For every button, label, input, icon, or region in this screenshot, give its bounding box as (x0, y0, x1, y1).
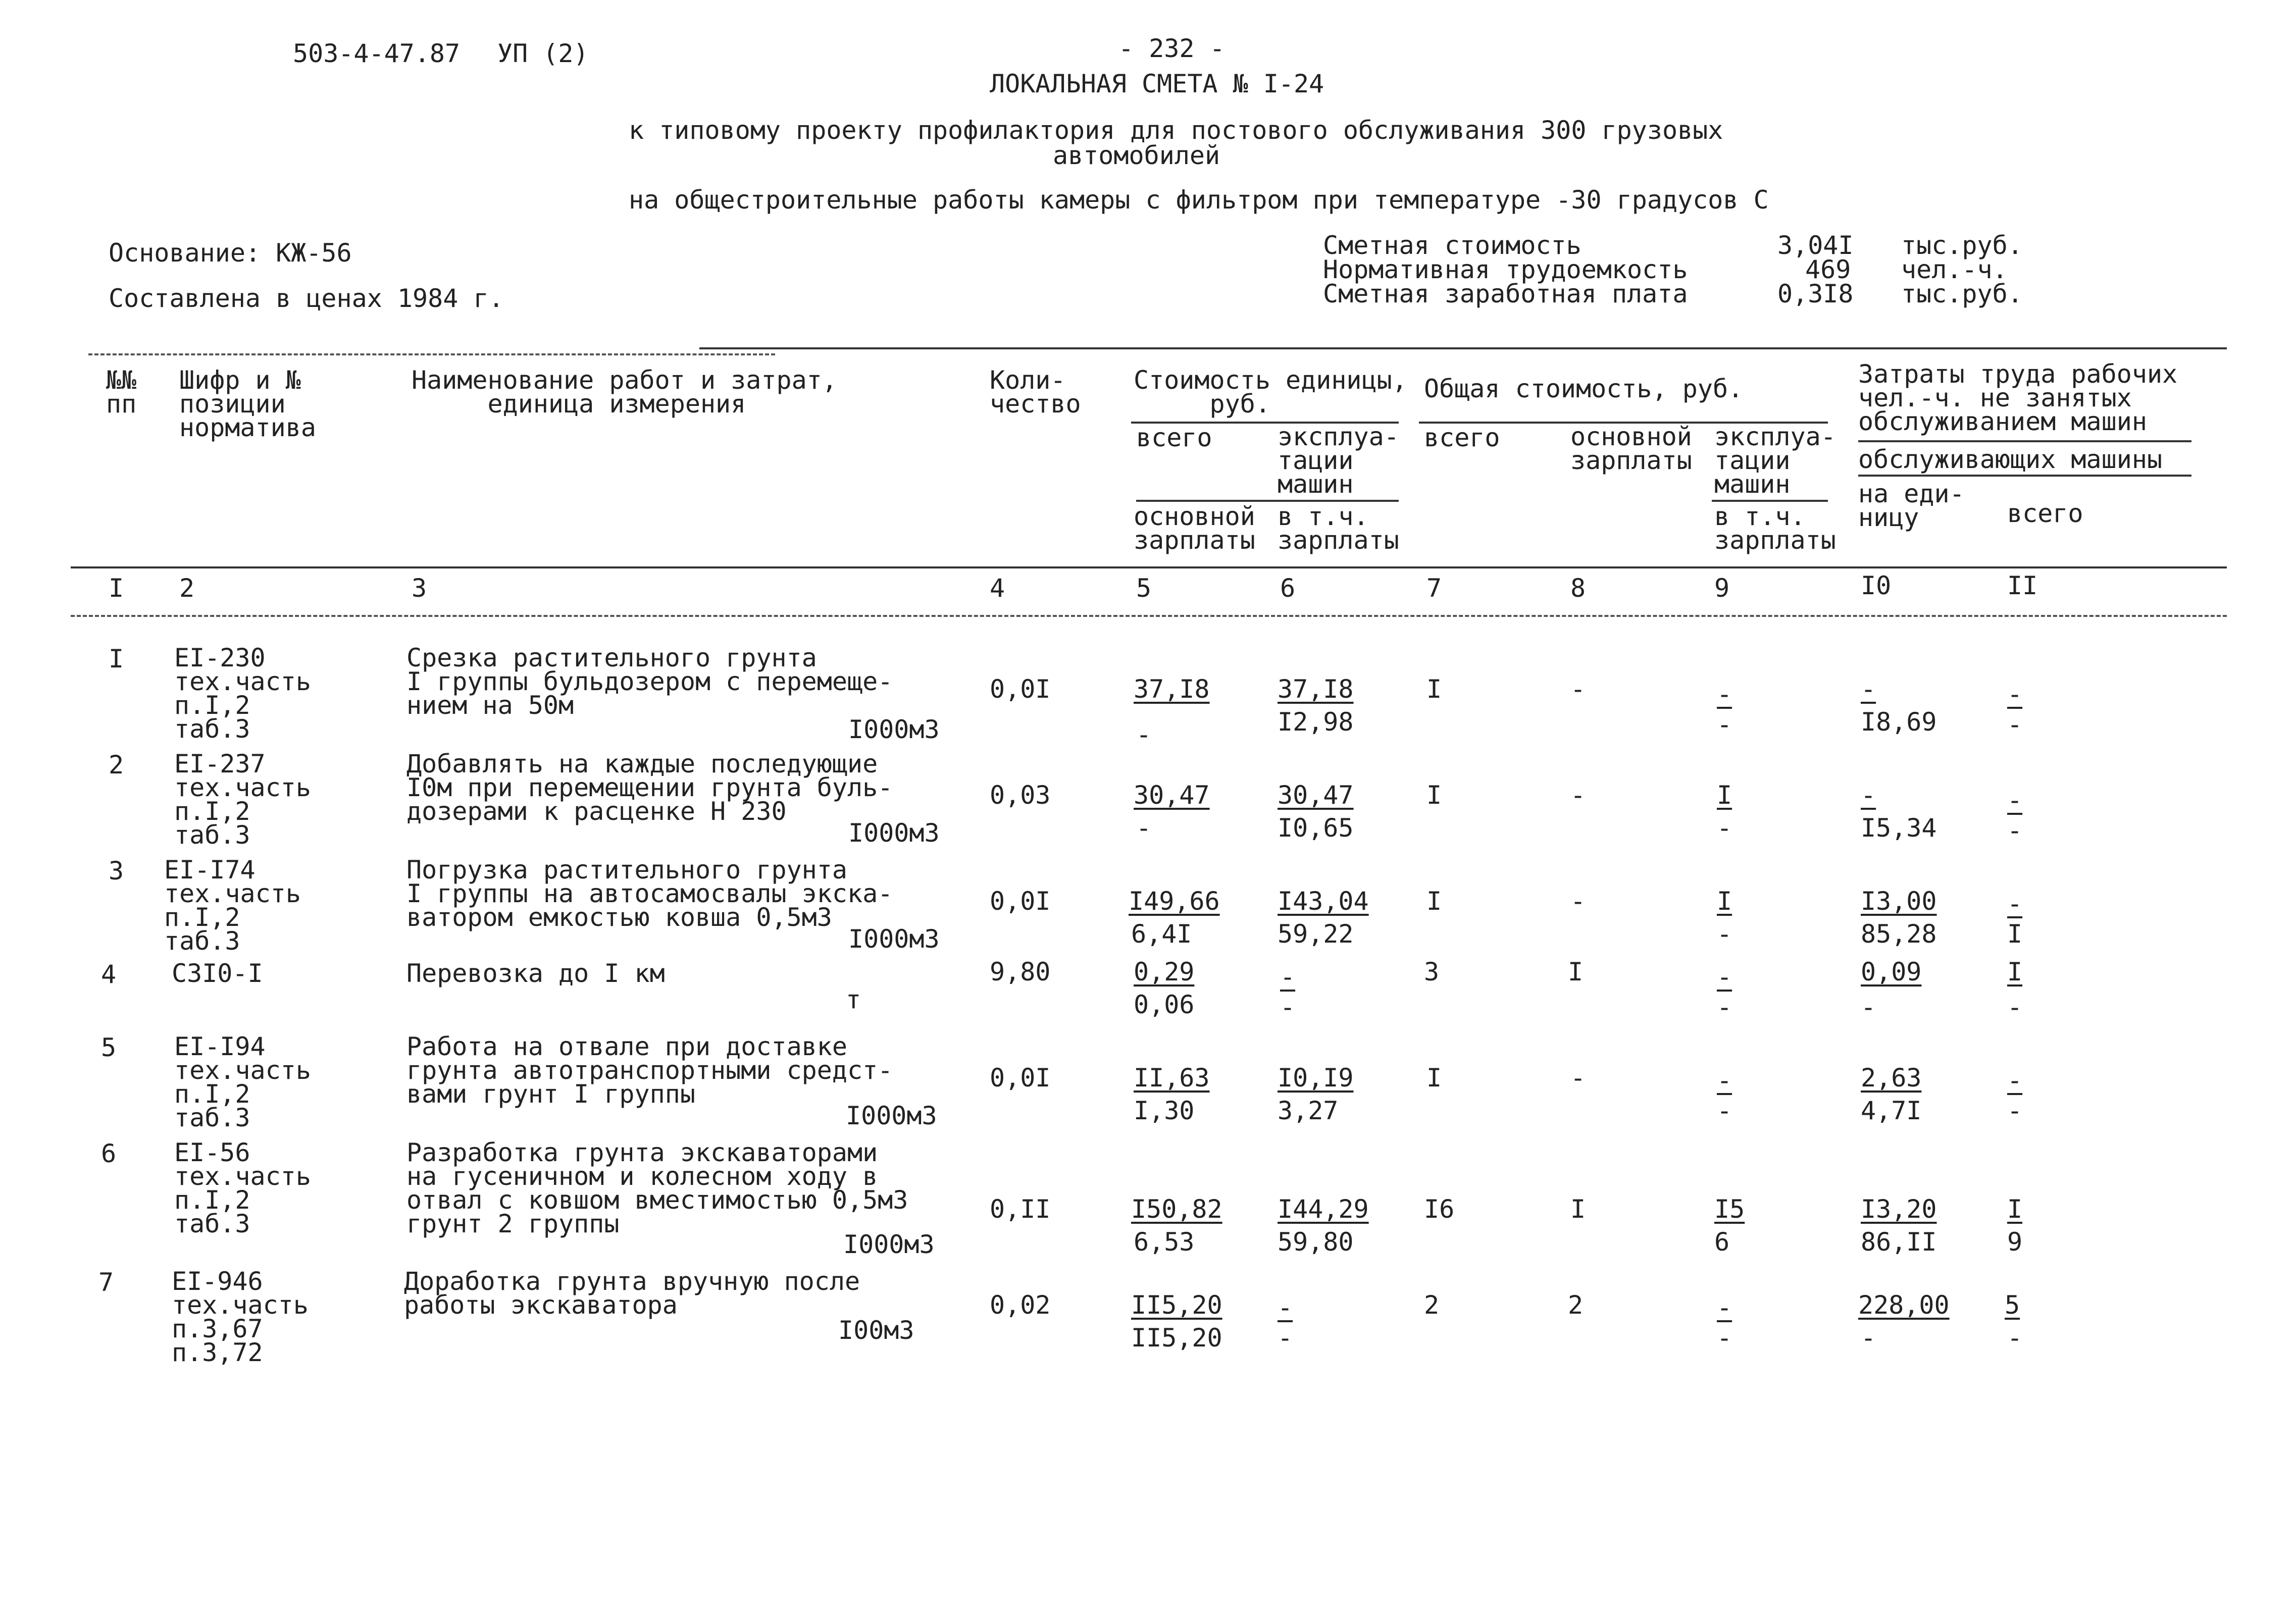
row-unit: I000м3 (848, 818, 940, 848)
row-name: Разработка грунта экскаваторами на гусеничном и колесном ходу в отвал с ковшом вместимостью 0,5м3 грунт 2 группы (406, 1138, 908, 1238)
row-c5-total: 0,29 (1134, 957, 1195, 986)
col-header-9-bottom: в т.ч. зарплаты (1714, 502, 1836, 555)
row-c6-wages: 59,80 (1278, 1227, 1354, 1257)
row-c7: I (1426, 781, 1442, 810)
row-c6-wages: I0,65 (1278, 813, 1354, 843)
row-c10-unit: I3,20 (1861, 1194, 1937, 1224)
summary-label-labor: Нормативная трудоемкость (1323, 255, 1688, 284)
col-number-11: II (2007, 571, 2038, 600)
col-header-6-top: эксплуа- тации машин (1278, 422, 1399, 499)
row-c8: - (1570, 887, 1586, 916)
row-name: Перевозка до I км (406, 959, 665, 988)
row-c10-machines: 86,II (1861, 1227, 1937, 1257)
row-c11-machines: - (2007, 816, 2023, 845)
col-number-3: 3 (412, 574, 427, 603)
row-c10-machines: 85,28 (1861, 919, 1937, 949)
row-c9-wages: - (1717, 1096, 1732, 1125)
summary-label-cost: Сметная стоимость (1323, 231, 1581, 260)
row-c8: 2 (1568, 1290, 1584, 1320)
row-c10-unit: I3,00 (1861, 887, 1937, 916)
row-c11-machines: - (2007, 993, 2023, 1022)
labor-rule-1 (1858, 440, 2191, 442)
row-c6-machines: I43,04 (1278, 887, 1369, 916)
row-c6-wages: - (1278, 1323, 1293, 1353)
col-number-7: 7 (1426, 574, 1442, 603)
row-name: Погрузка растительного грунта I группы на автосамосвалы экска- ватором емкостью ковша 0,5м3 (406, 855, 893, 932)
col-header-11: всего (2007, 499, 2083, 528)
row-c10-unit: 0,09 (1861, 957, 1922, 986)
row-unit: т (846, 985, 861, 1014)
col-header-7: всего (1424, 423, 1500, 452)
row-code: EI-230 тех.часть п.I,2 таб.3 (174, 643, 311, 744)
labor-rule-2 (1858, 475, 2191, 477)
row-c9-machines: - (1717, 962, 1732, 992)
row-c10-machines: 4,7I (1861, 1096, 1922, 1125)
row-c8: I (1570, 1194, 1586, 1224)
col-number-6: 6 (1280, 574, 1296, 603)
row-c10-unit: 228,00 (1858, 1290, 1950, 1320)
col-header-code: Шифр и № позиции норматива (179, 366, 316, 442)
row-quantity: 0,0I (990, 1063, 1051, 1093)
col-header-labor: Затраты труда рабочих чел.-ч. не занятых обслуживанием машин (1858, 359, 2178, 436)
row-c8: I (1568, 957, 1584, 986)
subtitle-line-3: на общестроительные работы камеры с фильтром при температуре -30 градусов С (629, 185, 1769, 215)
col-header-unit-cost: Стоимость единицы, руб. (1134, 366, 1407, 419)
row-c9-machines: I (1717, 887, 1732, 916)
row-c11-total: - (2007, 889, 2023, 918)
prices-year: Составлена в ценах 1984 г. (109, 284, 504, 313)
subtitle-line-2: автомобилей (1053, 141, 1220, 170)
document-title: ЛОКАЛЬНАЯ СМЕТА № I-24 (990, 69, 1324, 98)
row-c6-wages: I2,98 (1278, 707, 1354, 737)
col-header-5-bottom: основной зарплаты (1134, 502, 1255, 555)
table-top-rule-left (88, 353, 775, 355)
row-c6-machines: 37,I8 (1278, 674, 1354, 704)
row-code: EI-237 тех.часть п.I,2 таб.3 (174, 749, 311, 850)
row-c7: I (1426, 1063, 1442, 1093)
row-c6-wages: 59,22 (1278, 919, 1354, 949)
row-c9-machines: I (1717, 781, 1732, 810)
col-number-2: 2 (179, 574, 195, 603)
col-number-5: 5 (1136, 574, 1152, 603)
header-bottom-rule (71, 566, 2227, 568)
row-c5-total: II,63 (1134, 1063, 1210, 1093)
row-name: Работа на отвале при доставке грунта автотранспортными средст- вами грунт I группы (406, 1032, 893, 1109)
row-number: 6 (101, 1139, 117, 1168)
col-header-6-bottom: в т.ч. зарплаты (1278, 502, 1399, 555)
row-unit: I000м3 (843, 1230, 935, 1259)
row-c7: 3 (1424, 957, 1440, 986)
row-unit: I000м3 (848, 924, 940, 954)
summary-unit-cost: тыс.руб. (1901, 231, 2023, 260)
row-c7: 2 (1424, 1290, 1440, 1320)
row-c10-machines: I5,34 (1861, 813, 1937, 843)
row-c9-machines: - (1717, 680, 1732, 709)
col-number-9: 9 (1714, 574, 1730, 603)
row-c9-wages: - (1717, 813, 1732, 843)
row-c8: - (1570, 674, 1586, 704)
summary-value-labor: 469 (1805, 255, 1851, 284)
row-name: Добавлять на каждые последующие I0м при перемещении грунта буль- дозерами к расценке Н 230 (406, 749, 893, 826)
row-c9-machines: - (1717, 1066, 1732, 1095)
album-number: УП (2) (497, 39, 589, 68)
row-c10-machines: - (1861, 1323, 1876, 1353)
row-c10-unit: 2,63 (1861, 1063, 1922, 1093)
row-c6-machines: - (1278, 1293, 1293, 1322)
row-number: 7 (98, 1268, 114, 1297)
row-c6-machines: 30,47 (1278, 781, 1354, 810)
row-c11-machines: - (2007, 1323, 2023, 1353)
row-code: EI-56 тех.часть п.I,2 таб.3 (174, 1138, 311, 1238)
row-c9-wages: - (1717, 710, 1732, 739)
row-code: EI-I74 тех.часть п.I,2 таб.3 (164, 855, 301, 956)
page-number: - 232 - (1118, 34, 1225, 63)
row-c6-machines: I0,I9 (1278, 1063, 1354, 1093)
row-number: 4 (101, 960, 117, 989)
row-c10-machines: I8,69 (1861, 707, 1937, 737)
summary-label-wages: Сметная заработная плата (1323, 279, 1688, 308)
summary-value-wages: 0,3I8 (1777, 279, 1854, 308)
row-c10-unit: - (1861, 674, 1876, 704)
row-c5-wages: - (1136, 813, 1152, 843)
row-c11-machines: - (2007, 1096, 2023, 1125)
row-c11-machines: I (2007, 919, 2023, 949)
row-unit: I000м3 (848, 715, 940, 744)
row-number: 2 (109, 750, 124, 780)
row-c5-total: 30,47 (1134, 781, 1210, 810)
row-c8: - (1570, 1063, 1586, 1093)
table-top-rule-right (699, 347, 2227, 349)
col-header-5-top: всего (1136, 423, 1212, 452)
numbers-bottom-rule (71, 615, 2227, 617)
col-number-4: 4 (990, 574, 1005, 603)
row-c8: - (1570, 781, 1586, 810)
col-header-8: основной зарплаты (1570, 422, 1692, 475)
summary-value-cost: 3,04I (1777, 231, 1854, 260)
row-unit: I00м3 (838, 1316, 914, 1345)
row-number: 5 (101, 1033, 117, 1062)
row-c7: I6 (1424, 1194, 1455, 1224)
summary-unit-wages: тыс.руб. (1901, 279, 2023, 308)
row-quantity: 0,02 (990, 1290, 1051, 1320)
row-c5-wages: I,30 (1134, 1096, 1195, 1125)
row-quantity: 0,0I (990, 674, 1051, 704)
col-number-8: 8 (1570, 574, 1586, 603)
col-number-1: I (109, 574, 124, 603)
subtitle-line-1: к типовому проекту профилактория для постового обслуживания 300 грузовых (629, 116, 1723, 145)
row-c5-total: I49,66 (1129, 887, 1220, 916)
row-c5-wages: 6,53 (1134, 1227, 1195, 1257)
row-c11-total: - (2007, 1066, 2023, 1095)
row-number: I (109, 644, 124, 673)
row-c7: I (1426, 887, 1442, 916)
row-c9-wages: - (1717, 1323, 1732, 1353)
basis: Основание: КЖ-56 (109, 238, 352, 268)
row-name: Доработка грунта вручную после работы экскаватора (404, 1267, 860, 1320)
row-c7: I (1426, 674, 1442, 704)
row-c5-wages: II5,20 (1131, 1323, 1222, 1353)
row-c11-total: I (2007, 1194, 2023, 1224)
row-c11-machines: 9 (2007, 1227, 2023, 1257)
row-c5-total: 37,I8 (1134, 674, 1210, 704)
row-unit: I000м3 (846, 1101, 937, 1130)
row-c6-wages: 3,27 (1278, 1096, 1339, 1125)
col-header-9-top: эксплуа- тации машин (1714, 422, 1836, 499)
row-c11-total: - (2007, 786, 2023, 815)
col-header-total-cost: Общая стоимость, руб. (1424, 374, 1744, 403)
row-c5-wages: - (1136, 720, 1152, 749)
row-c5-wages: 0,06 (1134, 990, 1195, 1019)
col-header-quantity: Коли- чество (990, 366, 1081, 419)
col-number-10: I0 (1861, 571, 1892, 600)
row-c9-machines: I5 (1714, 1194, 1745, 1224)
row-c10-machines: - (1861, 993, 1876, 1022)
document-code: 503-4-47.87 (293, 39, 461, 68)
summary-unit-labor: чел.-ч. (1901, 255, 2008, 284)
row-c6-machines: - (1280, 962, 1296, 992)
row-c5-total: II5,20 (1131, 1290, 1222, 1320)
row-c11-total: 5 (2005, 1290, 2020, 1320)
col-header-labor-machines: обслуживающих машины (1858, 445, 2163, 474)
row-c6-machines: I44,29 (1278, 1194, 1369, 1224)
row-c10-unit: - (1861, 781, 1876, 810)
col-header-10: на еди- ницу (1858, 479, 1965, 532)
row-quantity: 0,03 (990, 781, 1051, 810)
row-c9-wages: - (1717, 919, 1732, 949)
col-header-number: №№ пп (106, 366, 137, 419)
row-c9-wages: 6 (1714, 1227, 1730, 1257)
row-quantity: 0,0I (990, 887, 1051, 916)
row-code: С3I0-I (172, 959, 263, 988)
row-c9-machines: - (1717, 1293, 1732, 1322)
row-name: Срезка растительного грунта I группы бульдозером с перемеще- нием на 50м (406, 643, 893, 720)
row-c5-total: I50,82 (1131, 1194, 1222, 1224)
row-c6-wages: - (1280, 993, 1296, 1022)
row-code: EI-946 тех.часть п.3,67 п.3,72 (172, 1267, 309, 1367)
row-c9-wages: - (1717, 993, 1732, 1022)
row-number: 3 (109, 856, 124, 886)
row-quantity: 9,80 (990, 957, 1051, 986)
row-c5-wages: 6,4I (1131, 919, 1192, 949)
row-c11-total: I (2007, 957, 2023, 986)
row-c11-machines: - (2007, 710, 2023, 739)
row-code: EI-I94 тех.часть п.I,2 таб.3 (174, 1032, 311, 1132)
row-c11-total: - (2007, 680, 2023, 709)
col-header-name: Наименование работ и затрат, единица измерения (412, 366, 837, 419)
row-quantity: 0,II (990, 1194, 1051, 1224)
